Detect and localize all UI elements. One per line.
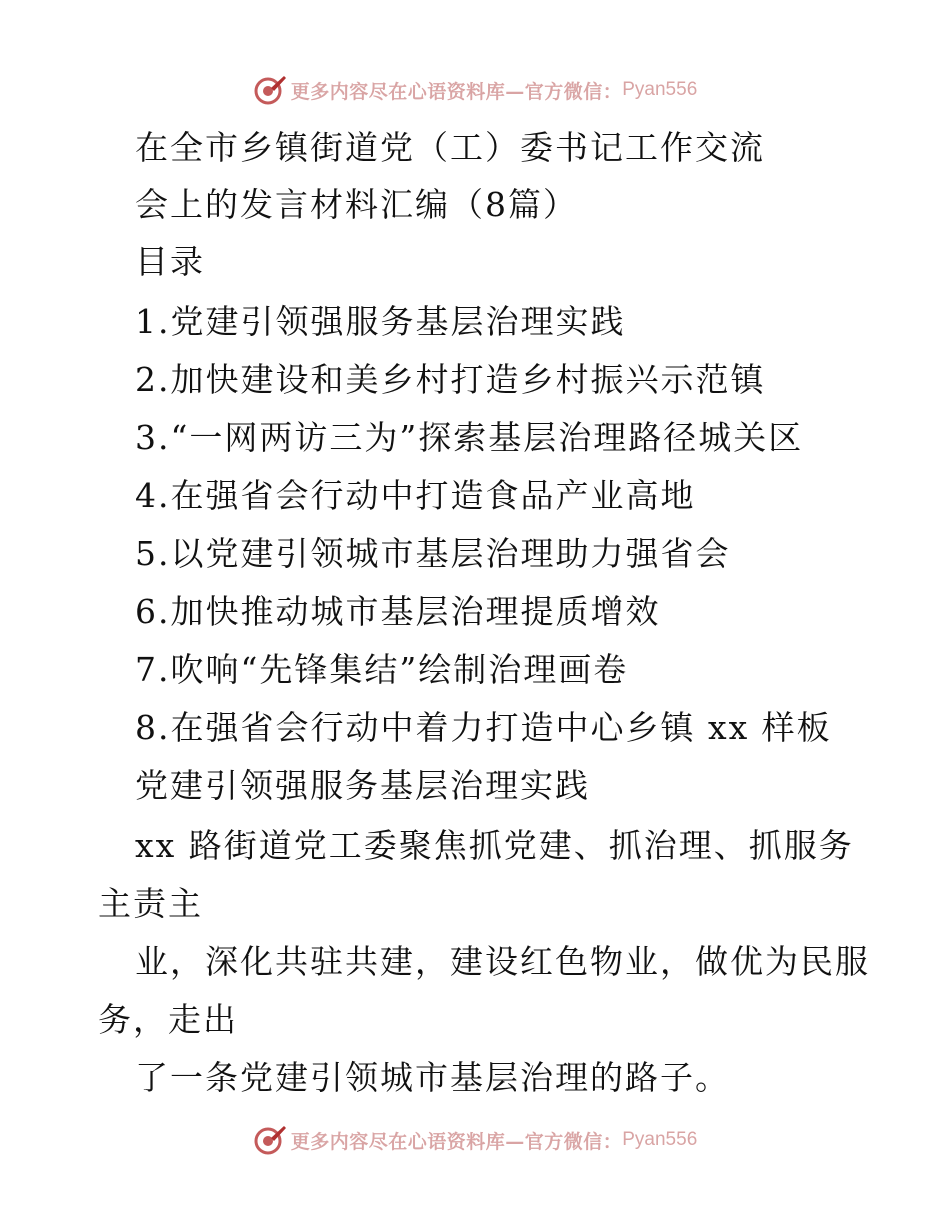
paragraph-line: 主责主	[98, 884, 203, 923]
toc-item: 6.加快推动城市基层治理提质增效	[135, 592, 661, 631]
watermark-text-en: Pyan556	[622, 79, 698, 100]
watermark-top	[0, 70, 950, 110]
toc-item: 2.加快建设和美乡村打造乡村振兴示范镇	[135, 360, 766, 399]
paragraph-line: xx 路街道党工委聚焦抓党建、抓治理、抓服务	[135, 826, 854, 865]
title-line-1: 在全市乡镇街道党（工）委书记工作交流	[135, 128, 765, 167]
watermark-bottom	[0, 1120, 950, 1160]
section-heading: 党建引领强服务基层治理实践	[135, 766, 590, 805]
toc-item: 1.党建引领强服务基层治理实践	[135, 302, 626, 341]
toc-item: 5.以党建引领城市基层治理助力强省会	[135, 534, 731, 573]
pen-logo-icon	[253, 1123, 287, 1157]
pen-logo-icon	[253, 73, 287, 107]
paragraph-line: 业，深化共驻共建，建设红色物业，做优为民服	[135, 942, 870, 981]
toc-heading: 目录	[135, 242, 205, 281]
toc-item: 4.在强省会行动中打造食品产业高地	[135, 476, 696, 515]
toc-item: 8.在强省会行动中着力打造中心乡镇 xx 样板	[135, 708, 832, 747]
watermark-text-cn: 更多内容尽在心语资料库—官方微信：	[290, 80, 623, 103]
paragraph-line: 了一条党建引领城市基层治理的路子。	[135, 1058, 730, 1097]
toc-item: 7.吹响“先锋集结”绘制治理画卷	[135, 650, 629, 689]
watermark-text-en: Pyan556	[622, 1129, 698, 1150]
title-line-2: 会上的发言材料汇编（8篇）	[135, 185, 578, 224]
watermark-text-cn: 更多内容尽在心语资料库—官方微信：	[290, 1130, 623, 1153]
paragraph-line: 务，走出	[98, 1000, 238, 1039]
toc-item: 3.“一网两访三为”探索基层治理路径城关区	[135, 418, 804, 457]
